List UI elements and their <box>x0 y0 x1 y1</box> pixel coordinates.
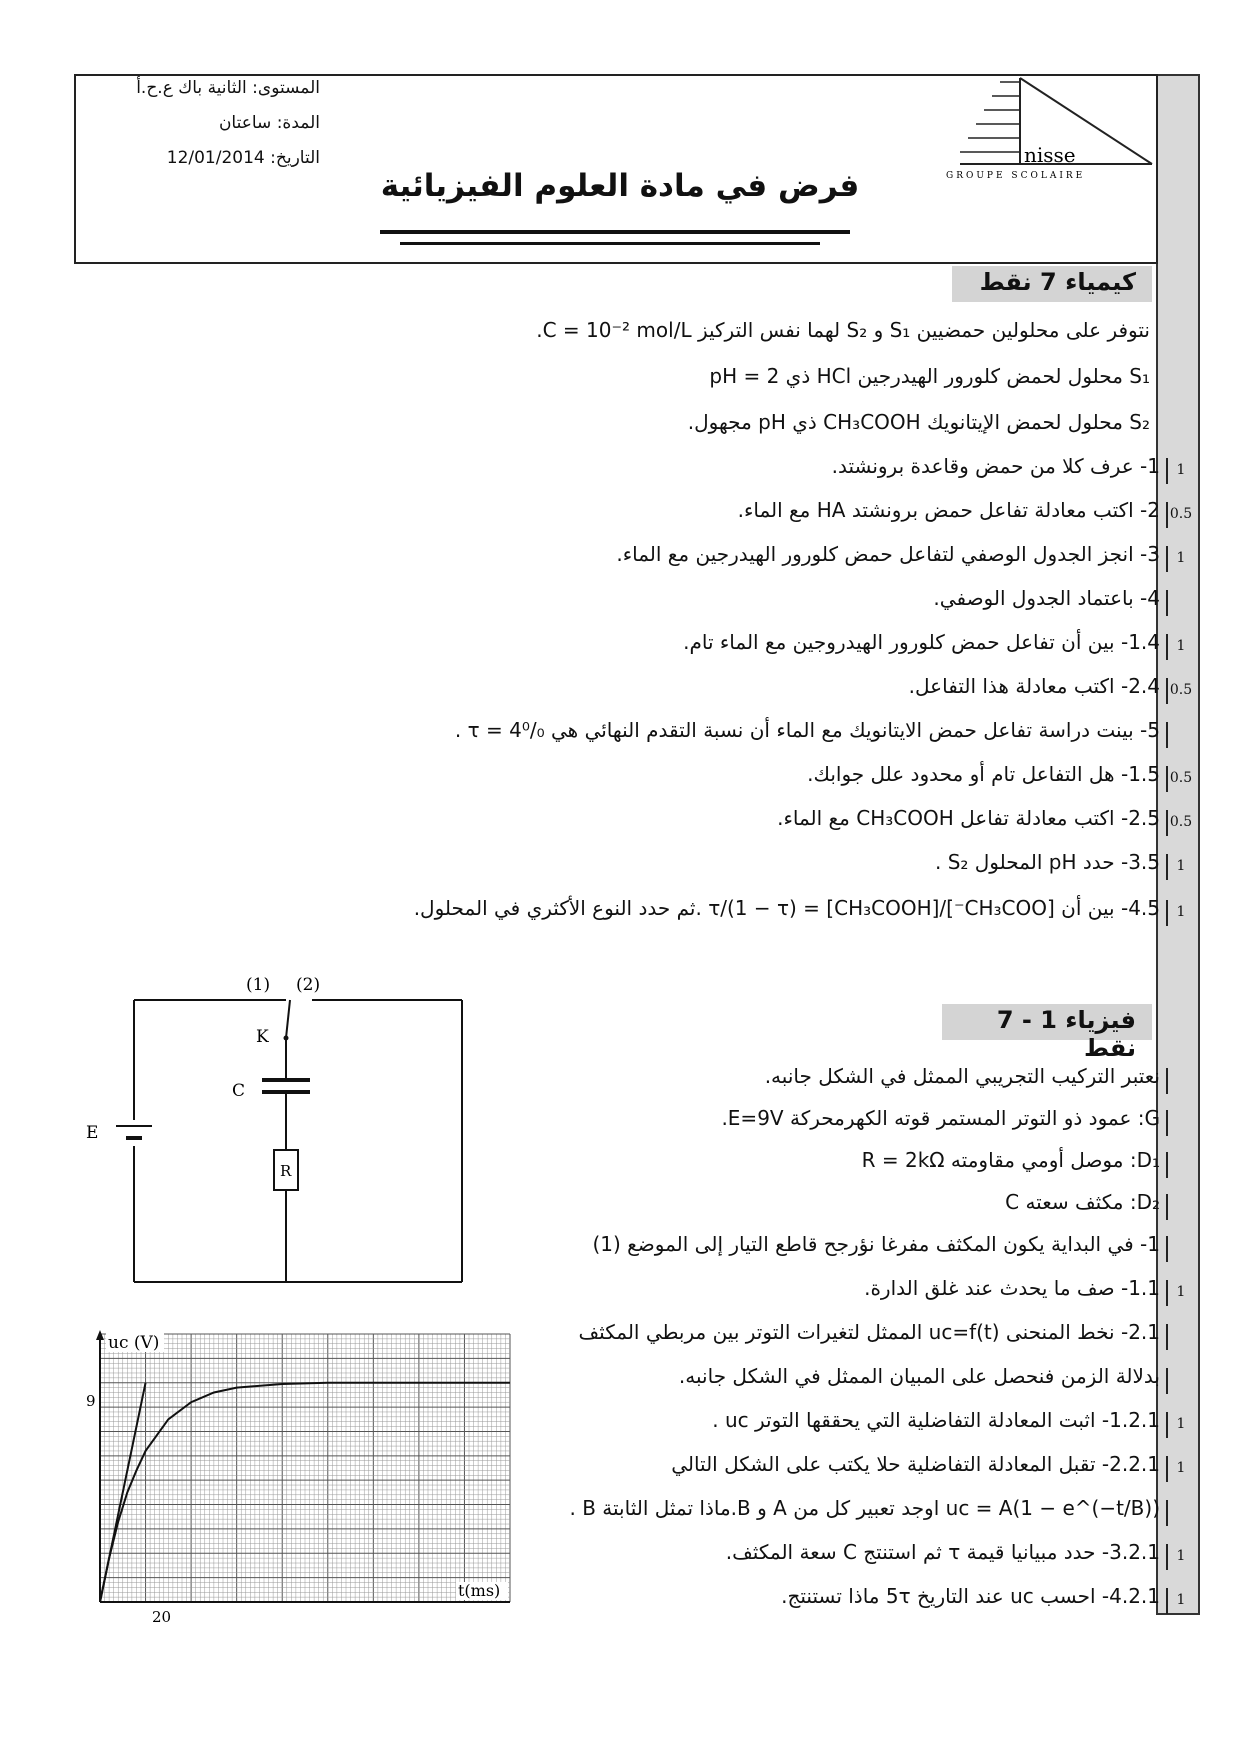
physics-line-3: D₁: موصل أومي مقاومته R = 2kΩ <box>861 1148 1160 1172</box>
graph-grid <box>100 1334 510 1602</box>
chemistry-question-1: 1- عرف كلا من حمض وقاعدة برونشتد. <box>831 454 1160 478</box>
title-underline <box>380 230 850 234</box>
y-axis-arrow <box>96 1330 104 1340</box>
mark-divider <box>1166 1068 1194 1094</box>
chemistry-question-3: 3- انجز الجدول الوصفي لتفاعل حمض كلورور الهيدرجين مع الماء. <box>616 542 1160 566</box>
mark-divider <box>1166 1500 1194 1526</box>
physics-line-13: 4.2.1- احسب uc عند التاريخ 5τ ماذا تستنتج. <box>781 1584 1160 1608</box>
question-mark-points: 1 <box>1176 1284 1186 1300</box>
mark-divider <box>1166 1368 1194 1394</box>
question-mark-points: 1 <box>1176 1416 1186 1432</box>
physics-heading: فيزياء 1 - 7 نقط <box>942 1004 1152 1040</box>
chemistry-question-7: 5- بينت دراسة تفاعل حمض الايتانويك مع الماء أن نسبة التقدم النهائي هي τ = 4⁰/₀ . <box>454 718 1160 742</box>
question-mark-points: 0.5 <box>1169 682 1193 698</box>
physics-line-6: 1.1- صف ما يحدث عند غلق الدارة. <box>864 1276 1160 1300</box>
physics-line-9: 1.2.1- اثبت المعادلة التفاضلية التي يحققها التوتر uc . <box>712 1408 1160 1432</box>
mark-divider <box>1166 1324 1194 1350</box>
x-axis-label: t(ms) <box>458 1581 501 1600</box>
chemistry-question-10: 3.5- حدد pH المحلول S₂ . <box>934 850 1160 874</box>
uc-graph <box>80 1320 516 1640</box>
mark-divider <box>1166 1194 1194 1220</box>
mark-divider <box>1166 590 1194 616</box>
y-tick-9: 9 <box>86 1392 96 1410</box>
physics-line-11: uc = A(1 − e^(−t/B)) اوجد تعبير كل من A و B.ماذا تمثل الثابتة B . <box>569 1496 1160 1520</box>
date-label: التاريخ: 12/01/2014 <box>166 148 320 168</box>
question-mark-points: 1 <box>1176 550 1186 566</box>
question-mark-points: 1 <box>1176 904 1186 920</box>
label-e: E <box>86 1123 99 1143</box>
label-k: K <box>256 1027 269 1047</box>
physics-line-5: 1- في البداية يكون المكثف مفرغا نؤرجح قاطع التيار إلى الموضع (1) <box>592 1232 1160 1256</box>
chemistry-intro: نتوفر على محلولين حمضيين S₁ و S₂ لهما نفس التركيز C = 10⁻² mol/L. <box>536 318 1150 342</box>
switch-k <box>286 1000 290 1038</box>
question-mark-points: 1 <box>1176 858 1186 874</box>
title-underline-2 <box>400 242 820 245</box>
question-mark-points: 0.5 <box>1169 814 1193 830</box>
level-label: المستوى: الثانية باك ع.ح.أ <box>136 78 320 98</box>
chemistry-question-4: 4- باعتماد الجدول الوصفي. <box>933 586 1160 610</box>
question-mark-points: 0.5 <box>1169 770 1193 786</box>
label-pos1: (1) <box>246 975 271 995</box>
chemistry-question-11: 4.5- بين أن [CH₃COO⁻]/[CH₃COOH] = τ/(1 − τ) .ثم حدد النوع الأكثري في المحلول. <box>413 896 1160 920</box>
physics-line-2: G: عمود ذو التوتر المستمر قوته الكهرمحركة E=9V. <box>721 1106 1160 1130</box>
mark-divider <box>1166 722 1194 748</box>
physics-line-8: بدلالة الزمن فنحصل على المبيان الممثل في الشكل جانبه. <box>678 1364 1160 1388</box>
physics-line-12: 3.2.1- حدد مبيانيا قيمة τ ثم استنتج C سعة المكثف. <box>725 1540 1160 1564</box>
y-axis-label: uc (V) <box>108 1333 160 1353</box>
question-mark-points: 1 <box>1176 1460 1186 1476</box>
x-tick-20: 20 <box>152 1608 172 1626</box>
question-mark-points: 0.5 <box>1169 506 1193 522</box>
question-mark-points: 1 <box>1176 638 1186 654</box>
question-mark-points: 1 <box>1176 1548 1186 1564</box>
chemistry-question-5: 1.4- بين أن تفاعل حمض كلورور الهيدروجين مع الماء تام. <box>683 630 1160 654</box>
chemistry-question-2: 2- اكتب معادلة تفاعل حمض برونشتد HA مع الماء. <box>737 498 1160 522</box>
circuit-diagram <box>80 960 480 1300</box>
physics-line-4: D₂: مكثف سعته C <box>1005 1190 1160 1214</box>
physics-line-7: 2.1- نخط المنحنى uc=f(t) الممثل لتغيرات التوتر بين مربطي المكثف <box>578 1320 1160 1344</box>
logo-text: nisse <box>1024 143 1076 167</box>
label-pos2: (2) <box>296 975 321 995</box>
chemistry-question-8: 1.5- هل التفاعل تام أو محدود علل جوابك. <box>807 762 1160 786</box>
chemistry-question-6: 2.4- اكتب معادلة هذا التفاعل. <box>908 674 1160 698</box>
school-logo <box>940 76 1156 184</box>
chemistry-s2: S₂ محلول لحمض الإيتانويك CH₃COOH ذي pH مجهول. <box>687 410 1150 434</box>
mark-divider <box>1166 1236 1194 1262</box>
chemistry-heading: كيمياء 7 نقط <box>952 266 1152 302</box>
mark-divider <box>1166 1152 1194 1178</box>
chemistry-s1: S₁ محلول لحمض كلورور الهيدرجين HCl ذي pH = 2 <box>709 364 1150 388</box>
page-title: فرض في مادة العلوم الفيزيائية <box>380 168 860 204</box>
label-c: C <box>232 1081 246 1101</box>
physics-line-1: نعتبر التركيب التجريبي الممثل في الشكل جانبه. <box>764 1064 1160 1088</box>
mark-divider <box>1166 1110 1194 1136</box>
physics-line-10: 2.2.1- تقبل المعادلة التفاضلية حلا يكتب على الشكل التالي <box>671 1452 1160 1476</box>
logo-subtext: GROUPE SCOLAIRE <box>946 171 1086 181</box>
label-r: R <box>280 1162 292 1180</box>
question-mark-points: 1 <box>1176 462 1186 478</box>
duration-label: المدة: ساعتان <box>218 113 320 133</box>
question-mark-points: 1 <box>1176 1592 1186 1608</box>
chemistry-question-9: 2.5- اكتب معادلة تفاعل CH₃COOH مع الماء. <box>777 806 1160 830</box>
